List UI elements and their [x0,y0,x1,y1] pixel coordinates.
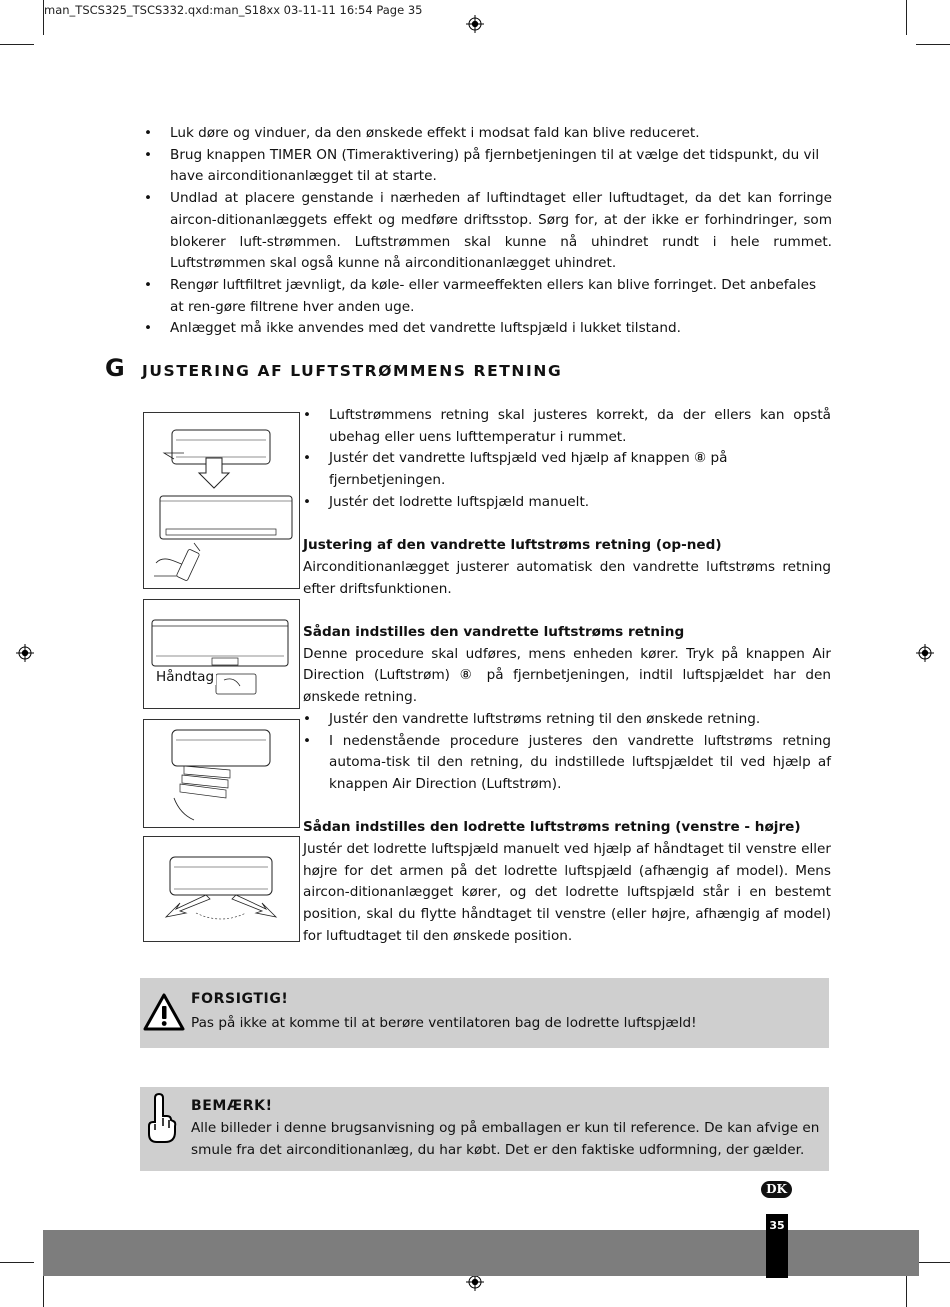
crop-mark [43,0,44,35]
figure-vertical-louver [143,836,300,942]
subheading-horizontal-set: Sådan indstilles den vandrette luftstrøms retning [303,624,685,640]
note-title: BEMÆRK! [191,1098,273,1114]
list-item: • Undlad at placere genstande i nærheden af luftindtaget eller luftudtaget, da det kan forringe aircon-ditionanlæggets effekt og medføre driftsstop. Sørg for, at der ikke er forhindringer, som blokerer luft-strømmen. Luftstrømmen skal kunne nå uhindret rundt i hele rummet. Luftstrømmen skal også kunne nå airconditionanlægget uhindret. [144,190,832,272]
country-badge: DK [761,1181,792,1198]
ac-unit-louver-illustration [144,720,299,827]
list-item: • Justér det lodrette luftspjæld manuelt. [303,493,590,510]
paragraph: Denne procedure skal udføres, mens enheden kører. Tryk på knappen Air Direction (Luftstrøm) ⑧ på fjernbetjeningen, indtil luftspjældet har den ønskede retning. [303,645,831,706]
pointing-hand-icon [145,1092,177,1144]
page-number: 35 [769,1219,785,1232]
crop-mark [0,1262,34,1263]
ac-unit-vertical-louver-illustration [144,837,299,941]
list-item: • I nedenstående procedure justeres den vandrette luftstrøms retning automa-tisk til den retning, du indstillede luftspjældet til ved hjælp af knappen Air Direction (Luftstrøm). [303,732,831,792]
list-item: • Anlægget må ikke anvendes med det vandrette luftspjæld i lukket tilstand. [144,320,681,337]
section-title: JUSTERING AF LUFTSTRØMMENS RETNING [142,362,563,380]
list-item: • Justér det vandrette luftspjæld ved hjælp af knappen ⑧ på fjernbetjeningen. [303,450,728,489]
list-item: • Brug knappen TIMER ON (Timeraktivering) på fjernbetjeningen til at vælge det tidspunkt, du vil have airconditionanlægget til at starte. [144,146,820,185]
ac-unit-handle-illustration [144,600,299,708]
horizontal-steps-list [303,709,831,796]
handle-label: Håndtag [156,669,215,685]
crop-mark [43,1272,44,1307]
print-file-header: man_TSCS325_TSCS332.qxd:man_S18xx 03-11-11 16:54 Page 35 [44,3,423,17]
crop-mark [916,1262,950,1263]
ac-unit-remote-illustration [144,413,299,588]
list-item: • Luftstrømmens retning skal justeres korrekt, da der ellers kan opstå ubehag eller uens lufttemperatur i rummet. [303,407,831,445]
usage-tips-list [144,123,832,340]
paragraph: Airconditionanlægget justerer automatisk den vandrette luftstrøms retning efter driftsfunktionen. [303,558,831,597]
list-item: • Luk døre og vinduer, da den ønskede effekt i modsat fald kan blive reduceret. [144,125,700,141]
list-item: • Justér den vandrette luftstrøms retning til den ønskede retning. [303,710,761,727]
registration-mark-icon [466,15,484,33]
note-box [140,1087,829,1171]
crop-mark [906,1272,907,1307]
warning-triangle-icon [143,993,185,1031]
crop-mark [906,0,907,35]
registration-mark-icon [916,644,934,662]
registration-mark-icon [16,644,34,662]
figure-airflow-remote [143,412,300,589]
crop-mark [0,44,34,45]
note-text: Alle billeder i denne brugsanvisning og på emballagen er kun til reference. De kan afvige en smule fra det airconditionanlæg, du har købt. Det er den faktiske udformning, der gælder. [191,1120,820,1158]
caution-text: Pas på ikke at komme til at berøre ventilatoren bag de lodrette luftspjæld! [191,1015,697,1031]
caution-box [140,978,829,1048]
figure-handle [143,599,300,709]
subheading-vertical-set: Sådan indstilles den lodrette luftstrøms retning (venstre - højre) [303,819,801,836]
instructions-column [303,405,831,948]
list-item: • Rengør luftfiltret jævnligt, da køle- eller varmeeffekten ellers kan blive forringet. Det anbefales at ren-gøre filtrene hver anden uge. [144,276,817,315]
caution-title: FORSIGTIG! [191,991,289,1007]
subheading-horizontal-auto: Justering af den vandrette luftstrøms retning (op-ned) [303,537,722,554]
paragraph: Justér det lodrette luftspjæld manuelt ved hjælp af håndtaget til venstre eller højre for det armen på det lodrette luftspjæld (afhængig af model). Mens aircon-ditionanlægget kører, og det lodrette luftspjæld står i en bestemt position, skal du flytte håndtaget til venstre (eller højre, afhængig af model) for luftudtaget til den ønskede position. [303,841,831,944]
figure-horizontal-louver [143,719,300,828]
section-letter: G [105,354,125,382]
intro-list [303,405,831,514]
crop-mark [916,44,950,45]
